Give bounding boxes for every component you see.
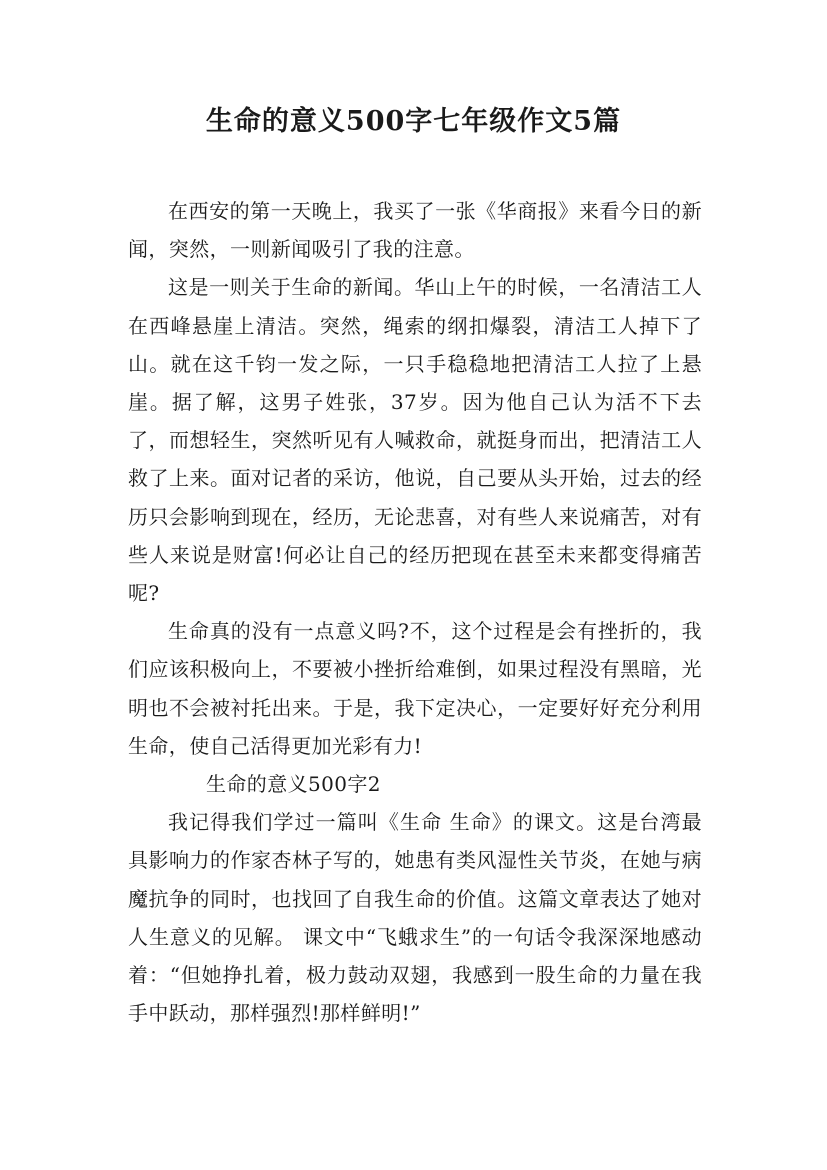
section-subheading: 生命的意义500字2 (206, 772, 381, 797)
paragraph: 在西安的第一天晚上，我买了一张《华商报》来看今日的新闻，突然，一则新闻吸引了我的注意。 (128, 199, 702, 262)
document-body (128, 192, 702, 1032)
paragraph: 这是一则关于生命的新闻。华山上午的时候，一名清洁工人在西峰悬崖上清洁。突然，绳索的纲扣爆裂，清洁工人掉下了山。就在这千钧一发之际，一只手稳稳地把清洁工人拉了上悬崖。据了解，这男子姓张，37岁。因为他自己认为活不下去了，而想轻生，突然听见有人喊救命，就挺身而出，把清洁工人救了上来。面对记者的采访，他说，自己要从头开始，过去的经历只会影响到现在，经历，无论悲喜，对有些人来说痛苦，对有些人来说是财富!何必让自己的经历把现在甚至未来都变得痛苦呢? (128, 275, 702, 606)
document-title: 生命的意义500字七年级作文5篇 (205, 106, 622, 137)
paragraph: 我记得我们学过一篇叫《生命 生命》的课文。这是台湾最具影响力的作家杏林子写的，她患有类风湿性关节炎，在她与病魔抗争的同时，也找回了自我生命的价值。这篇文章表达了她对人生意义的见解。 课文中“飞蛾求生”的一句话令我深深地感动着：“但她挣扎着，极力鼓动双翅，我感到一股生命的力量在我手中跃动，那样强烈!那样鲜明!” (128, 810, 702, 1026)
paragraph: 生命真的没有一点意义吗?不，这个过程是会有挫折的，我们应该积极向上，不要被小挫折给难倒，如果过程没有黑暗，光明也不会被衬托出来。于是，我下定决心，一定要好好充分利用生命，使自己活得更加光彩有力! (128, 619, 702, 758)
